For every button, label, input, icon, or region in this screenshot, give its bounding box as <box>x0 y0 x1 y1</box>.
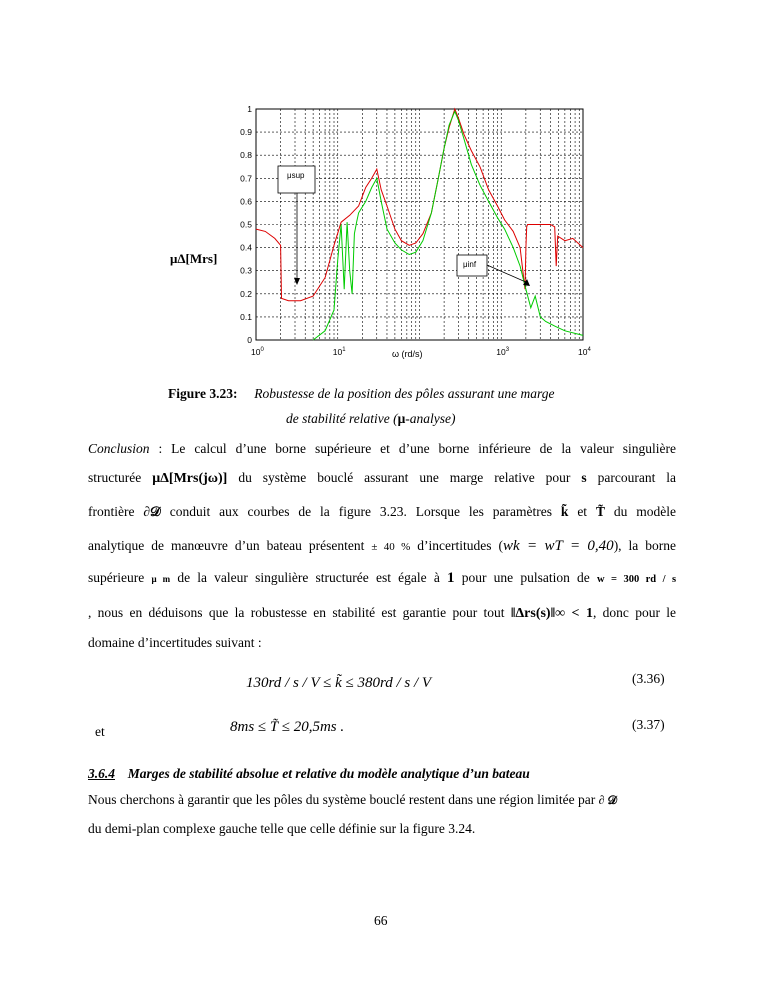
paragraph-line-1: Conclusion : Le calcul d’une borne supérieure et d’une borne inférieure de la valeur singulière <box>88 441 676 456</box>
y-tick-labels <box>240 104 252 345</box>
section-paragraph-line-1: Nous cherchons à garantir que les pôles du système bouclé restent dans une région limitée par ∂ 𝒟 <box>88 792 618 807</box>
equation-number-3-37: (3.37) <box>632 717 665 732</box>
equation-3-36: 130rd / s / V ≤ k̃ ≤ 380rd / s / V <box>246 675 432 691</box>
y-tick-label: 0 <box>247 335 252 345</box>
paragraph-line-7: domaine d’incertitudes suivant : <box>88 635 262 650</box>
y-tick-label: 0.7 <box>240 173 252 184</box>
paragraph-line-4: analytique de manœuvre d’un bateau présentent ± 40 % d’incertitudes (wk = wT = 0,40), la borne <box>88 538 677 554</box>
annotation-mu-sup: μsup <box>287 171 305 180</box>
x-tick-label: $10^1$ <box>332 347 346 357</box>
y-tick-label: 0.2 <box>240 288 252 299</box>
page-number: 66 <box>374 913 388 928</box>
x-tick-label: $10^3$ <box>496 347 510 357</box>
paragraph-line-5: supérieure μ m de la valeur singulière structurée est égale à 1 pour une pulsation de w = 300 rd / s <box>88 570 677 586</box>
y-tick-label: 0.6 <box>240 196 252 207</box>
section-paragraph-line-2: du demi-plan complexe gauche telle que celle définie sur la figure 3.24. <box>88 821 476 836</box>
paragraph-line-3: frontière ∂𝒟 conduit aux courbes de la figure 3.23. Lorsque les paramètres k̃ et T̃ du modèle <box>88 504 677 519</box>
figure-label: Figure 3.23: <box>168 386 238 401</box>
paragraph-line-2: structurée μΔ[Mrs(jω)] du système bouclé assurant une marge relative pour s parcourant la <box>88 470 677 486</box>
y-tick-label: 0.3 <box>240 265 252 276</box>
y-axis-label: μΔ[Mrs] <box>170 251 218 266</box>
section-heading <box>88 766 530 782</box>
x-axis-label: ω (rd/s) <box>392 349 423 359</box>
y-tick-label: 0.9 <box>240 127 252 138</box>
section-title: Marges de stabilité absolue et relative du modèle analytique d’un bateau <box>127 766 530 781</box>
figure-caption-line-2: de stabilité relative (μ-analyse) <box>286 411 456 426</box>
y-tick-label: 0.5 <box>240 219 252 230</box>
equation-et: et <box>95 724 105 739</box>
equation-number-3-36: (3.36) <box>632 671 665 686</box>
y-tick-label: 0.1 <box>240 311 252 322</box>
y-tick-label: 0.8 <box>240 150 252 161</box>
robustness-chart <box>0 0 765 380</box>
series-mu-inf <box>313 111 583 340</box>
x-tick-label: $10^0$ <box>251 347 264 357</box>
y-tick-label: 0.4 <box>240 242 252 253</box>
annotation-mu-inf: μinf <box>463 260 477 269</box>
section-number: 3.6.4 <box>88 766 115 781</box>
equation-3-37: 8ms ≤ T̃ ≤ 20,5ms . <box>230 719 345 735</box>
x-tick-label: $10^4$ <box>578 347 591 357</box>
figure-caption-line-1 <box>168 386 554 402</box>
y-tick-label: 1 <box>247 104 252 114</box>
caption-text-1: Robustesse de la position des pôles assurant une marge <box>254 386 555 401</box>
paragraph-line-6: , nous en déduisons que la robustesse en stabilité est garantie pour tout ‖Δrs(s)‖∞ < 1, donc pour le <box>88 605 677 621</box>
